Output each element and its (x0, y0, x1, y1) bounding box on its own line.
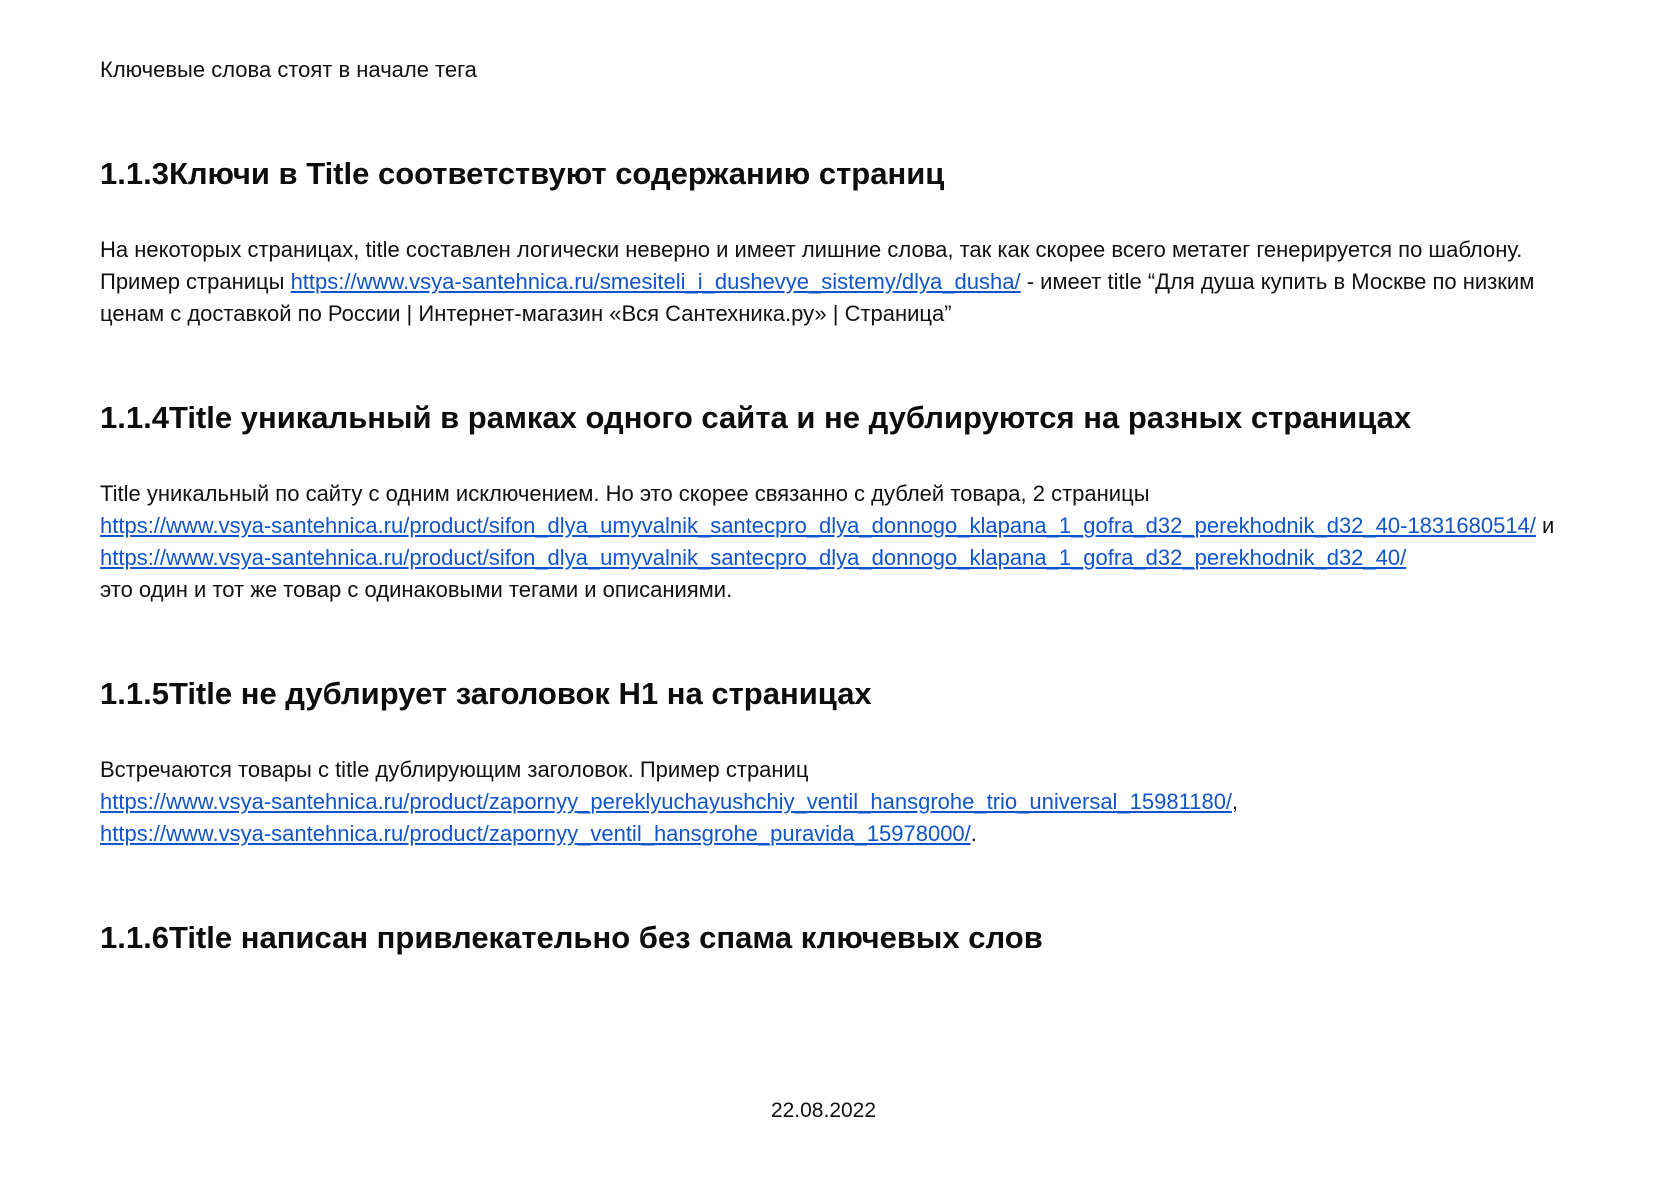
paragraph-text: Встречаются товары с title дублирующим заголовок. Пример страниц (100, 757, 809, 782)
section-1-1-4 (100, 398, 1560, 606)
paragraph-text: - имеет title “Для душа купить в Москве по низким ценам с доставкой по России | Интернет-магазин «Вся Сантехника.ру» | Страница” (100, 269, 1535, 326)
section-heading: 1.1.3Ключи в Title соответствуют содержанию страниц (100, 156, 945, 191)
section-1-1-5 (100, 674, 1560, 850)
paragraph-text: это один и тот же товар с одинаковыми тегами и описаниями. (100, 577, 733, 602)
section-paragraph (100, 478, 1560, 606)
example-page-link[interactable]: https://www.vsya-santehnica.ru/smesiteli_i_dushevye_sistemy/dlya_dusha/ (290, 269, 1021, 294)
document-page (100, 54, 1560, 1026)
section-heading: 1.1.4Title уникальный в рамках одного сайта и не дублируются на разных страницах (100, 400, 1412, 435)
footer-date: 22.08.2022 (770, 1099, 877, 1122)
paragraph-text: Title уникальный по сайту с одним исключением. Но это скорее связанно с дублей товара, 2 страницы (100, 481, 1150, 506)
h1-duplicate-link-1[interactable]: https://www.vsya-santehnica.ru/product/zapornyy_pereklyuchayushchiy_ventil_hansgrohe_trio_universal_15981180/ (100, 789, 1233, 814)
duplicate-product-link-2[interactable]: https://www.vsya-santehnica.ru/product/sifon_dlya_umyvalnik_santecpro_dlya_donnogo_klapana_1_gofra_d32_perekhodnik_d32_40/ (100, 545, 1407, 570)
intro-text: Ключевые слова стоят в начале тега (100, 57, 477, 82)
section-1-1-3 (100, 154, 1560, 330)
duplicate-product-link-1[interactable]: https://www.vsya-santehnica.ru/product/sifon_dlya_umyvalnik_santecpro_dlya_donnogo_klapana_1_gofra_d32_perekhodnik_d32_40-1831680514/ (100, 513, 1536, 538)
section-heading: 1.1.6Title написан привлекательно без спама ключевых слов (100, 920, 1043, 955)
paragraph-text: и (1535, 513, 1555, 538)
paragraph-text: . (970, 821, 977, 846)
h1-duplicate-link-2[interactable]: https://www.vsya-santehnica.ru/product/zapornyy_ventil_hansgrohe_puravida_15978000/ (100, 821, 971, 846)
section-heading: 1.1.5Title не дублирует заголовок H1 на страницах (100, 676, 872, 711)
paragraph-text: На некоторых страницах, title составлен логически неверно и имеет лишние слова, так как скорее всего метатег генерируется по шаблону. Пример страницы (100, 237, 1523, 294)
section-paragraph (100, 234, 1560, 330)
paragraph-text: , (1232, 789, 1239, 814)
section-1-1-6 (100, 918, 1560, 958)
section-paragraph (100, 754, 1560, 850)
